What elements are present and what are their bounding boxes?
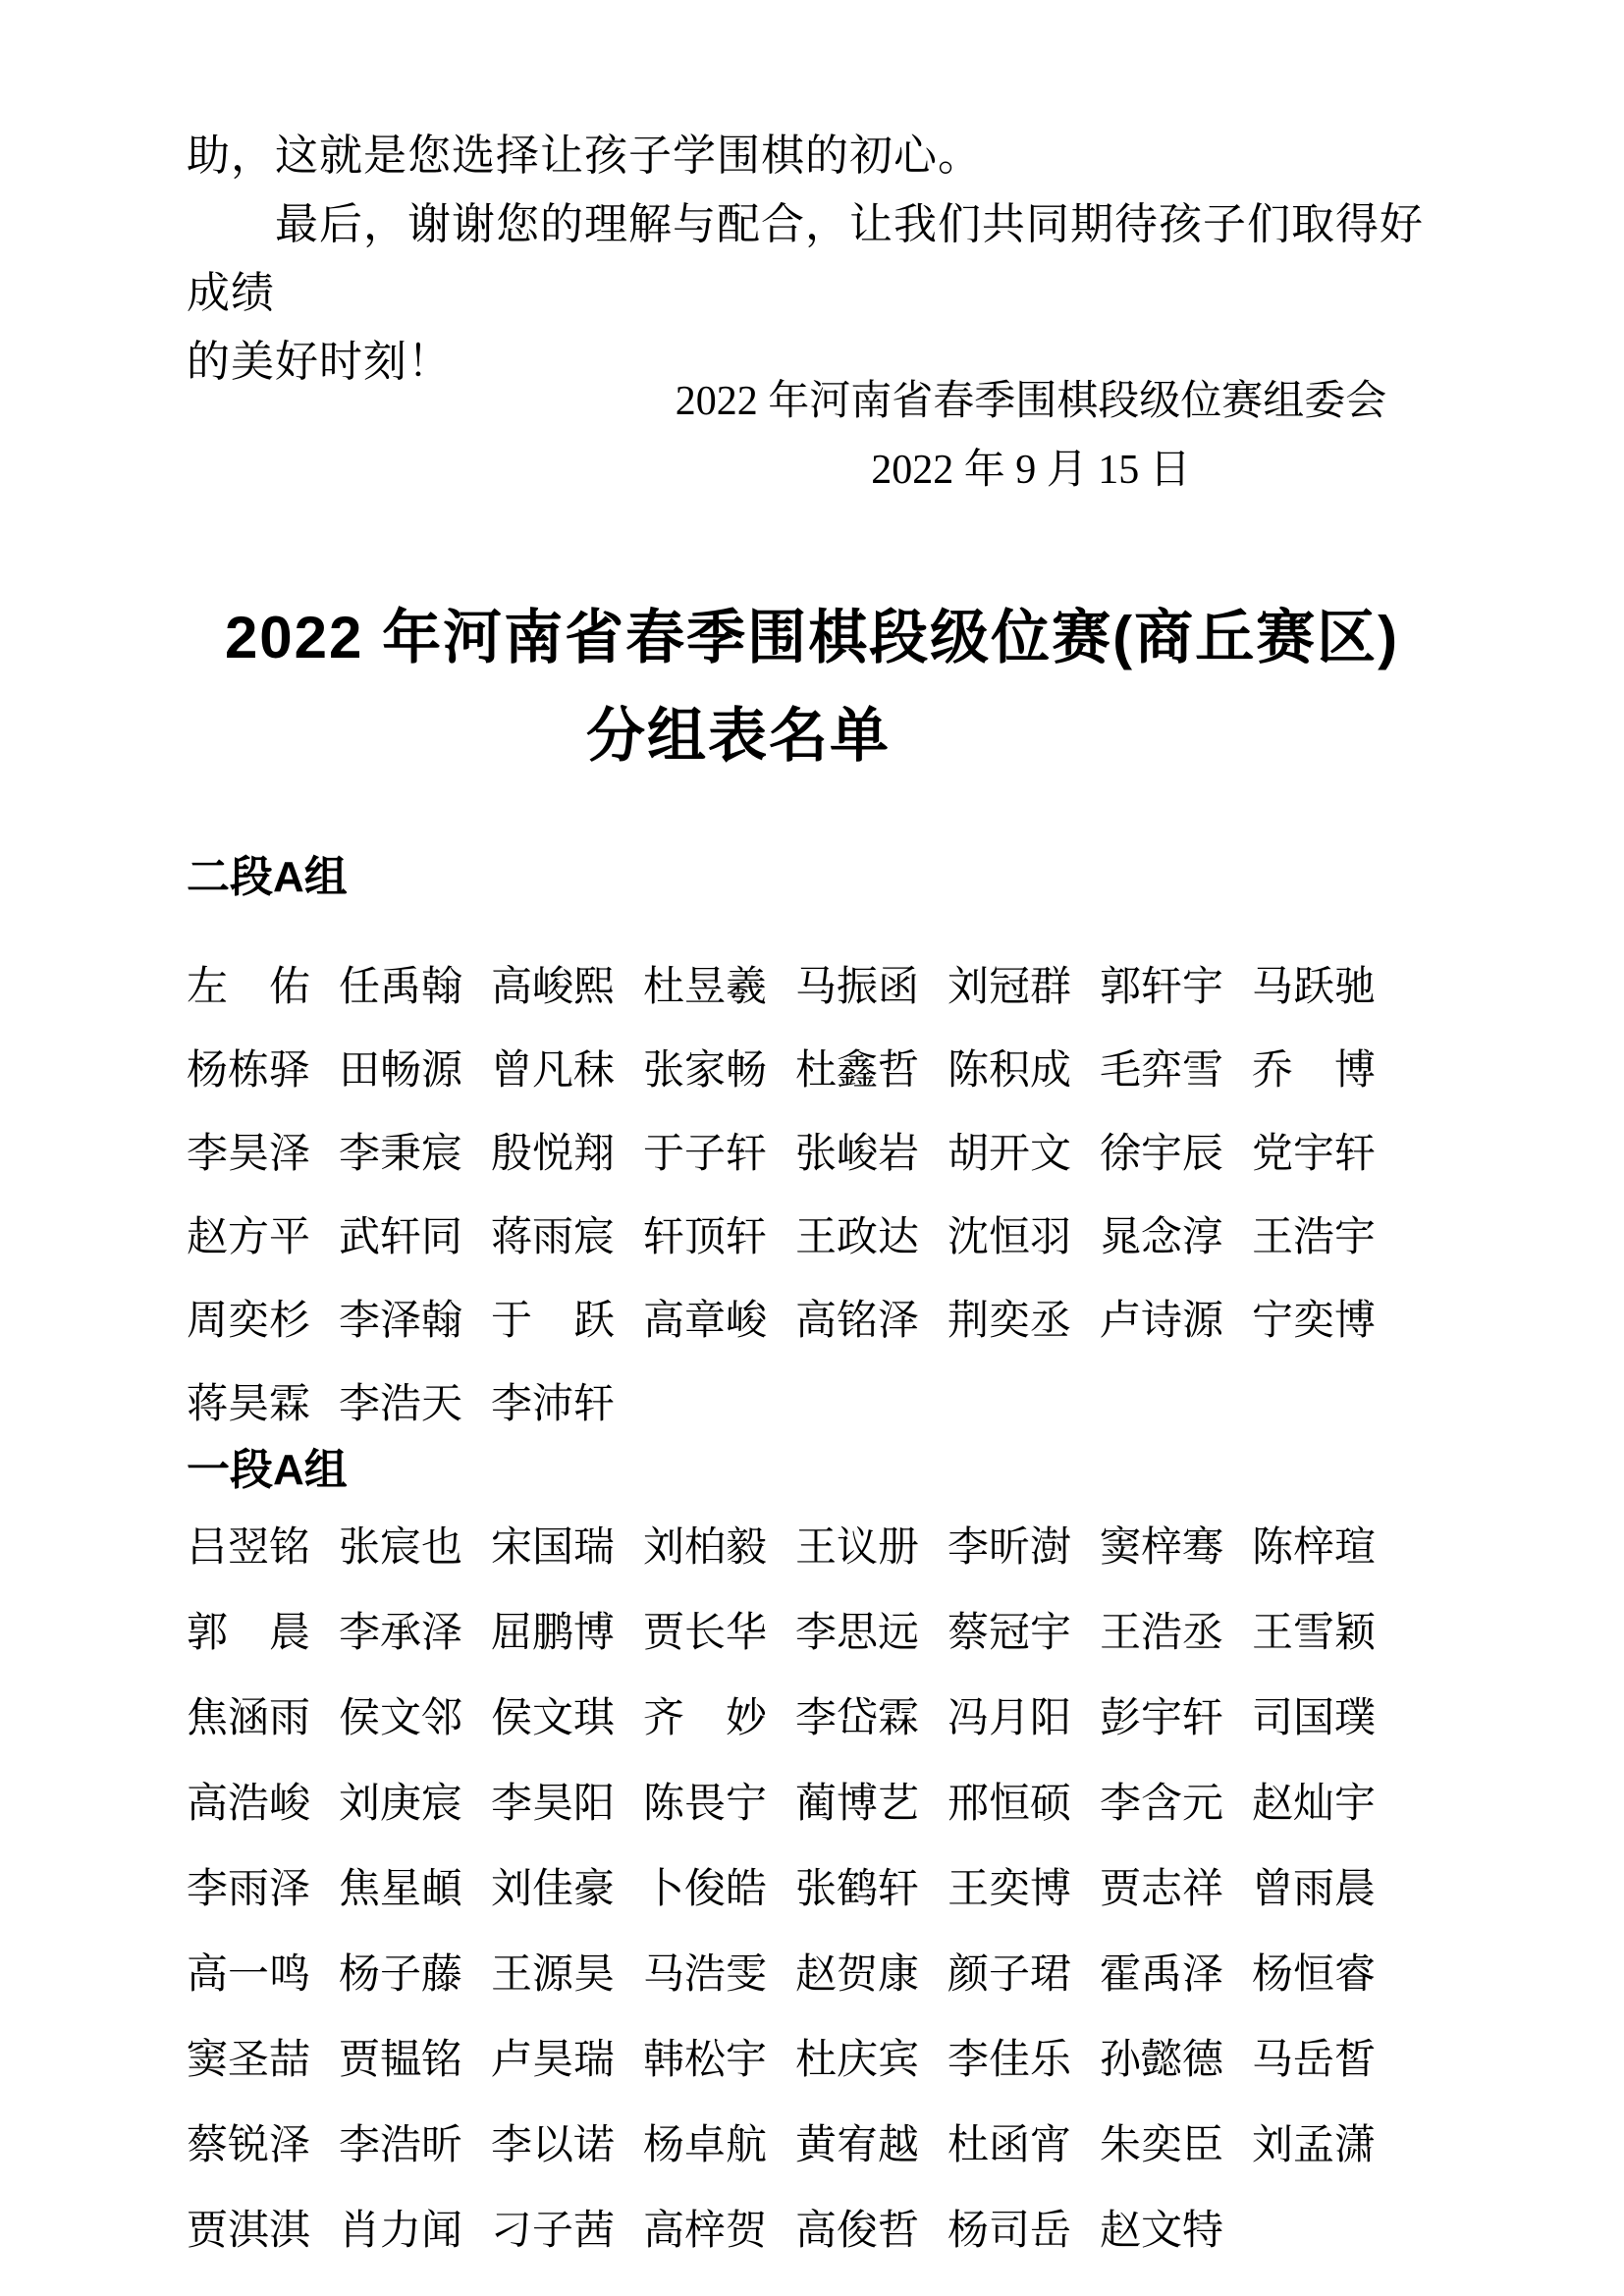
player-name: 徐宇辰 [1100,1132,1224,1177]
signature-block [187,367,1404,505]
player-name: 田畅源 [339,1048,463,1094]
player-name: 蔡锐泽 [187,2123,311,2168]
player-name: 李沛轩 [491,1382,616,1427]
player-name: 杜鑫哲 [795,1048,920,1094]
player-name: 党宇轩 [1252,1132,1377,1177]
section-heading-2dan-a: 二段A组 [187,853,348,901]
player-name: 高一鸣 [187,1952,311,1998]
player-name: 侯文琪 [491,1696,616,1741]
player-name: 刁子茜 [491,2209,616,2254]
signature-organization: 2022 年河南省春季围棋段级位赛组委会 [675,379,1387,424]
player-name: 刘冠群 [947,965,1072,1010]
player-name: 曾雨晨 [1252,1867,1377,1912]
player-name: 赵文特 [1100,2209,1224,2254]
player-name: 李以诺 [491,2123,616,2168]
player-name: 李思远 [795,1611,920,1656]
player-name: 王源昊 [491,1952,616,1998]
player-name: 韩松宇 [643,2038,768,2083]
intro-paragraph [187,122,1443,397]
player-name: 左 佑 [187,965,311,1010]
player-name: 杨恒睿 [1252,1952,1377,1998]
player-name: 卢昊瑞 [491,2038,616,2083]
player-name: 轩顶轩 [643,1215,768,1260]
player-name: 冯月阳 [947,1696,1072,1741]
player-name: 窦梓骞 [1100,1525,1224,1571]
player-name: 马岳皙 [1252,2038,1377,2083]
player-name: 邢恒硕 [947,1782,1072,1827]
player-name: 王奕博 [947,1867,1072,1912]
player-name: 高铭泽 [795,1299,920,1344]
player-name: 贾韫铭 [339,2038,463,2083]
player-name: 蒋雨宸 [491,1215,616,1260]
player-name: 卜俊皓 [643,1867,768,1912]
document-title [0,589,1624,785]
player-name: 赵灿宇 [1252,1782,1377,1827]
player-name: 贾长华 [643,1611,768,1656]
player-name: 黄宥越 [795,2123,920,2168]
player-name: 吕翌铭 [187,1525,311,1571]
intro-line-1: 助，这就是您选择让孩子学围棋的初心。 [187,132,982,180]
player-grid-2dan-a [187,964,1404,1428]
player-name: 李昊泽 [187,1132,311,1177]
player-name: 张家畅 [643,1048,768,1094]
player-name: 卢诗源 [1100,1299,1224,1344]
player-name: 宁奕博 [1252,1299,1377,1344]
player-name: 郭 晨 [187,1611,311,1656]
intro-line-3: 的美好时刻！ [187,338,452,386]
player-name: 侯文邻 [339,1696,463,1741]
player-name: 胡开文 [947,1132,1072,1177]
player-name: 杨栋驿 [187,1048,311,1094]
player-name: 高梓贺 [643,2209,768,2254]
intro-line-2: 最后，谢谢您的理解与配合，让我们共同期待孩子们取得好成绩 [187,200,1424,317]
player-name: 陈畏宁 [643,1782,768,1827]
player-name: 张鹤轩 [795,1867,920,1912]
player-name: 李昕澍 [947,1525,1072,1571]
section-heading-1dan-a: 一段A组 [187,1446,348,1494]
player-name: 王议册 [795,1525,920,1571]
document-title-line-1: 2022 年河南省春季围棋段级位赛(商丘赛区) [224,605,1400,670]
player-name: 杜函宵 [947,2123,1072,2168]
document-title-line-2: 分组表名单 [586,703,891,769]
player-name: 武轩同 [339,1215,463,1260]
player-name: 王政达 [795,1215,920,1260]
player-name: 司国璞 [1252,1696,1377,1741]
player-name: 刘柏毅 [643,1525,768,1571]
player-name: 刘庚宸 [339,1782,463,1827]
player-name: 毛弈雪 [1100,1048,1224,1094]
player-name: 李浩昕 [339,2123,463,2168]
player-name: 张峻岩 [795,1132,920,1177]
player-name: 李泽翰 [339,1299,463,1344]
player-name: 晁念淳 [1100,1215,1224,1260]
player-name: 于子轩 [643,1132,768,1177]
player-name: 赵方平 [187,1215,311,1260]
player-name: 任禹翰 [339,965,463,1010]
player-name: 杨司岳 [947,2209,1072,2254]
player-name: 刘孟潇 [1252,2123,1377,2168]
signature-date: 2022 年 9 月 15 日 [871,448,1191,493]
player-name: 颜子珺 [947,1952,1072,1998]
player-name: 宋国瑞 [491,1525,616,1571]
player-name: 孙懿德 [1100,2038,1224,2083]
player-name: 殷悦翔 [491,1132,616,1177]
player-name: 焦星頔 [339,1867,463,1912]
player-name: 霍禹泽 [1100,1952,1224,1998]
player-name: 张宸也 [339,1525,463,1571]
player-name: 周奕杉 [187,1299,311,1344]
player-name: 肖力闻 [339,2209,463,2254]
player-grid-1dan-a [187,1524,1404,2255]
player-name: 窦圣喆 [187,2038,311,2083]
player-name: 彭宇轩 [1100,1696,1224,1741]
player-name: 杜庆宾 [795,2038,920,2083]
player-name: 蒋昊霖 [187,1382,311,1427]
player-name: 李含元 [1100,1782,1224,1827]
player-name: 于 跃 [491,1299,616,1344]
player-name: 陈积成 [947,1048,1072,1094]
player-name: 李昊阳 [491,1782,616,1827]
player-name: 高俊哲 [795,2209,920,2254]
player-name: 高峻熙 [491,965,616,1010]
player-name: 齐 妙 [643,1696,768,1741]
player-name: 乔 博 [1252,1048,1377,1094]
player-name: 李佳乐 [947,2038,1072,2083]
player-name: 马跃驰 [1252,965,1377,1010]
player-name: 马浩雯 [643,1952,768,1998]
player-name: 王浩丞 [1100,1611,1224,1656]
player-name: 荆奕丞 [947,1299,1072,1344]
player-name: 王雪颖 [1252,1611,1377,1656]
player-name: 贾淇淇 [187,2209,311,2254]
player-name: 蔺博艺 [795,1782,920,1827]
player-name: 朱奕臣 [1100,2123,1224,2168]
player-name: 高章峻 [643,1299,768,1344]
player-name: 杨子藤 [339,1952,463,1998]
player-name: 李浩天 [339,1382,463,1427]
player-name: 高浩峻 [187,1782,311,1827]
player-name: 杜昱羲 [643,965,768,1010]
player-name: 杨卓航 [643,2123,768,2168]
player-name: 陈梓瑄 [1252,1525,1377,1571]
player-name: 曾凡秣 [491,1048,616,1094]
player-name: 赵贺康 [795,1952,920,1998]
player-name: 贾志祥 [1100,1867,1224,1912]
player-name: 郭轩宇 [1100,965,1224,1010]
player-name: 焦涵雨 [187,1696,311,1741]
player-name: 屈鹏博 [491,1611,616,1656]
player-name: 李雨泽 [187,1867,311,1912]
player-name: 马振函 [795,965,920,1010]
player-name: 李岱霖 [795,1696,920,1741]
player-name: 沈恒羽 [947,1215,1072,1260]
player-name: 王浩宇 [1252,1215,1377,1260]
player-name: 李承泽 [339,1611,463,1656]
player-name: 蔡冠宇 [947,1611,1072,1656]
player-name: 刘佳豪 [491,1867,616,1912]
player-name: 李秉宸 [339,1132,463,1177]
